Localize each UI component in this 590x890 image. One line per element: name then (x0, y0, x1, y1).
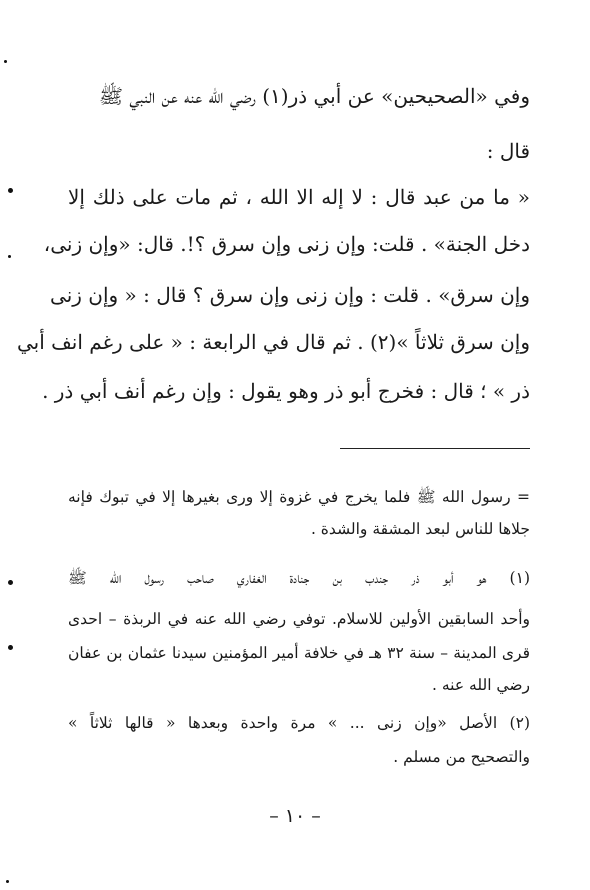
footnote-line-6: رضي الله عنه . (432, 676, 530, 694)
footnote-line-7: (٢) الأصل «وإن زنى ... » مرة واحدة وبعدها « قالها ثلاثاً » (68, 714, 530, 732)
margin-speck (6, 880, 9, 883)
margin-speck (8, 580, 13, 585)
footnote-line-5: قرى المدينة – سنة ٣٢ هـ في خلافة أمير المؤمنين سيدنا عثمان بن عفان (68, 644, 530, 662)
footnote-separator (340, 448, 530, 449)
footnote-line-3: (١) هو أبو ذر جندب بن جنادة الغفاري صاحب رسول الله ﷺ (68, 569, 530, 587)
main-text-line-6: وإن سرق ثلاثاً »(٢) . ثم قال في الرابعة : « على رغم انف أبي (16, 330, 530, 354)
footnote-line-8: والتصحيح من مسلم . (393, 748, 530, 766)
footnote-line-4: وأحد السابقين الأولين للاسلام. توفي رضي الله عنه في الربذة – احدى (68, 610, 530, 628)
margin-speck (8, 645, 13, 650)
main-text-line-7: ذر » ؛ قال : فخرج أبو ذر وهو يقول : وإن رغم أنف أبي ذر . (42, 379, 530, 403)
footnote-line-1: = رسول الله ﷺ فلما يخرج في غزوة إلا ورى بغيرها إلا في تبوك فإنه (68, 488, 530, 506)
margin-speck (8, 188, 13, 193)
margin-speck (4, 60, 7, 63)
main-text-line-3: « ما من عبد قال : لا إله الا الله ، ثم مات على ذلك إلا (68, 185, 530, 209)
footnote-line-2: جلاها للناس لبعد المشقة والشدة . (310, 520, 530, 538)
margin-speck (8, 255, 11, 258)
main-text-line-2: قال : (486, 139, 530, 163)
main-text-line-4: دخل الجنة» . قلت: وإن زنى وإن سرق ؟!. قال: «وإن زنى، (43, 232, 530, 256)
main-text-line-5: وإن سرق» . قلت : وإن زنى وإن سرق ؟ قال : « وإن زنى (50, 283, 530, 307)
page-number: – ١٠ – (269, 805, 321, 827)
main-text-line-1: وفي «الصحيحين» عن أبي ذر(١) رضي الله عنه عن النبي ﷺ (98, 84, 530, 108)
